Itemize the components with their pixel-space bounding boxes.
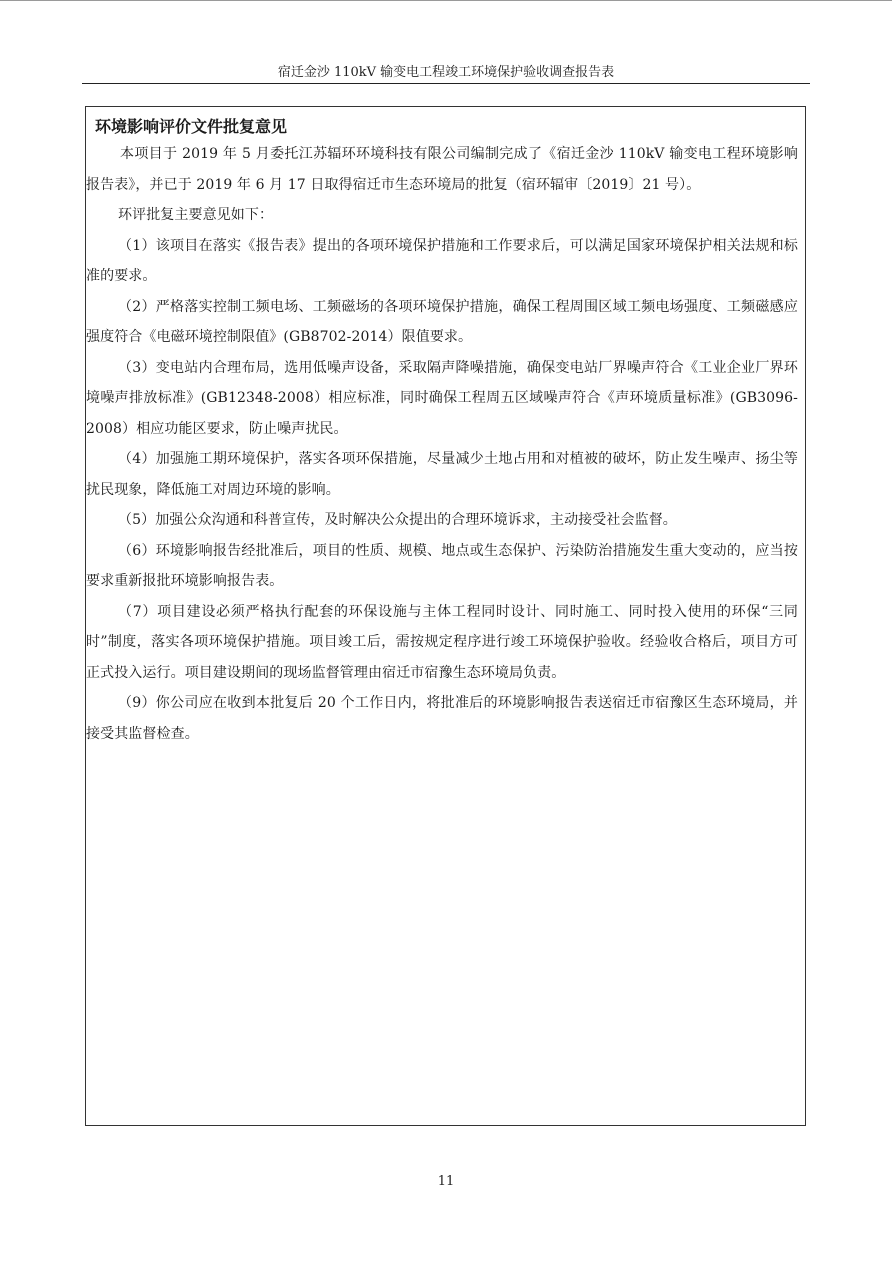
approval-opinion-box [85,106,806,1126]
header-divider [82,83,810,84]
running-header: 宿迁金沙 110kV 输变电工程竣工环境保护验收调查报告表 [277,65,615,80]
paragraph-intro: 本项目于 2019 年 5 月委托江苏辐环环境科技有限公司编制完成了《宿迁金沙 110kV 输变电工程环境影响报告表》，并已于 2019 年 6 月 17 日取得宿迁市生态环境局的批复（宿环辐审〔2019〕21 号）。 [86,146,798,193]
page-top-edge [0,0,892,1]
paragraph-item-1: （1）该项目在落实《报告表》提出的各项环境保护措施和工作要求后，可以满足国家环境保护相关法规和标准的要求。 [86,237,798,284]
paragraph-item-6: （6）环境影响报告经批准后，项目的性质、规模、地点或生态保护、污染防治措施发生重大变动的，应当按要求重新报批环境影响报告表。 [86,542,798,589]
paragraph-item-4: （4）加强施工期环境保护，落实各项环保措施，尽量减少土地占用和对植被的破坏，防止发生噪声、扬尘等扰民现象，降低施工对周边环境的影响。 [86,451,798,498]
paragraph-item-2: （2）严格落实控制工频电场、工频磁场的各项环境保护措施，确保工程周围区域工频电场强度、工频磁感应强度符合《电磁环境控制限值》(GB8702-2014）限值要求。 [86,298,798,345]
paragraph-item-9: （9）你公司应在收到本批复后 20 个工作日内，将批准后的环境影响报告表送宿迁市宿豫区生态环境局，并接受其监督检查。 [86,695,798,742]
section-body [86,139,802,749]
paragraph-item-5: （5）加强公众沟通和科普宣传，及时解决公众提出的合理环境诉求，主动接受社会监督。 [118,512,677,528]
paragraph-item-7: （7）项目建设必须严格执行配套的环保设施与主体工程同时设计、同时施工、同时投入使用的环保“三同时”制度，落实各项环境保护措施。项目竣工后，需按规定程序进行竣工环境保护验收。经验收合格后，项目方可正式投入运行。项目建设期间的现场监督管理由宿迁市宿豫生态环境局负责。 [86,603,798,681]
page-number: 11 [437,1174,455,1189]
paragraph-summary-lead: 环评批复主要意见如下： [118,207,274,223]
paragraph-item-3: （3）变电站内合理布局，选用低噪声设备，采取隔声降噪措施，确保变电站厂界噪声符合《工业企业厂界环境噪声排放标准》(GB12348-2008）相应标准，同时确保工程周五区域噪声符合《声环境质量标准》(GB3096-2008）相应功能区要求，防止噪声扰民。 [86,359,798,437]
section-title: 环境影响评价文件批复意见 [95,117,288,136]
